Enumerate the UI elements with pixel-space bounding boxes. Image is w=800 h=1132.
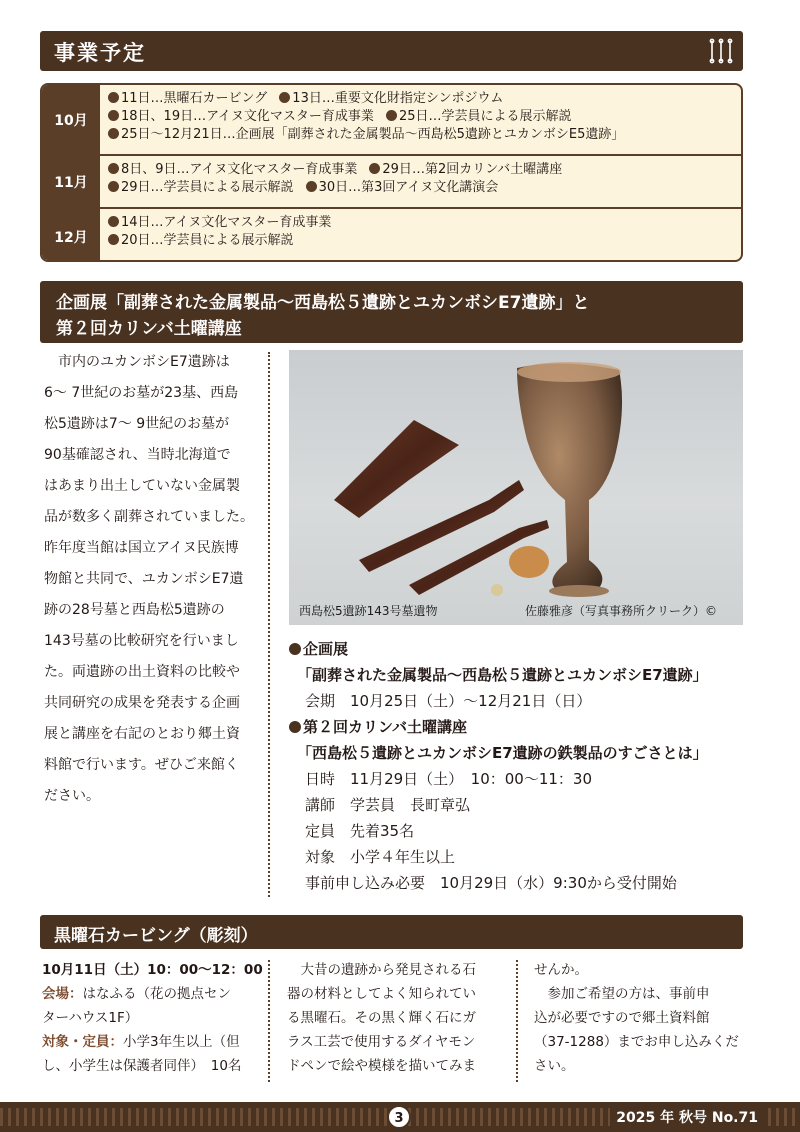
lecture-detail: 事前申し込み必要 10月29日（水）9:30から受付開始 — [305, 874, 677, 892]
event-date: 8日、9日 — [121, 162, 177, 177]
body-line: 143号墓の比較研究を行いまし — [44, 633, 239, 649]
page-number: 3 — [387, 1105, 411, 1129]
event-date: 11日 — [121, 91, 151, 106]
event-text: …アイヌ文化マスター育成事業 — [150, 215, 332, 230]
desc-line: る黒曜石。その黒く輝く石にガ — [287, 1010, 476, 1026]
body-line: 物館と共同で、ユカンボシE7遺 — [44, 571, 244, 587]
carving-application-column — [534, 958, 746, 1078]
lecture-detail: 講師 学芸員 長町章弘 — [305, 796, 471, 814]
exhibition-title-line2: 第２回カリンバ土曜講座 — [56, 319, 242, 339]
body-line: た。両遺跡の出土資料の比較や — [44, 664, 240, 680]
page-footer — [0, 1102, 800, 1132]
event-text: …第3回アイヌ文化講演会 — [348, 180, 499, 195]
event-date: 25日〜12月21日 — [121, 127, 223, 142]
desc-line: ラス工芸で使用するダイヤモン — [287, 1034, 476, 1050]
desc-line: 器の材料としてよく知られてい — [287, 986, 476, 1002]
exhibit-title: 「副葬された金属製品〜西島松５遺跡とユカンボシE7遺跡」 — [297, 666, 708, 684]
bullet-icon — [108, 163, 119, 174]
schedule-table — [40, 83, 743, 262]
schedule-row-november — [42, 156, 741, 209]
event-date: 13日 — [292, 91, 322, 106]
month-label: 10月 — [42, 85, 100, 154]
issue-label: 2025 年 秋号 No.71 — [610, 1106, 764, 1128]
body-line: 品が数多く副葬されていました。 — [44, 509, 254, 525]
target-text: 小学3年生以上（但 — [123, 1034, 240, 1050]
event-date: 29日 — [382, 162, 412, 177]
artifact-illustration — [289, 350, 743, 625]
schedule-title: 事業予定 — [54, 41, 146, 65]
body-line: 跡の28号墓と西島松5遺跡の — [44, 602, 225, 618]
desc-line: 参加ご希望の方は、事前申 — [534, 986, 710, 1002]
desc-line: 大昔の遺跡から発見される石 — [287, 962, 476, 978]
venue-text: はなふる（花の拠点セン — [82, 986, 231, 1002]
event-text: …第2回カリンバ土曜講座 — [411, 162, 563, 177]
bullet-icon — [289, 643, 301, 655]
schedule-header — [40, 31, 743, 71]
desc-line: せんか。 — [534, 962, 588, 978]
exhibition-header — [40, 281, 743, 343]
event-text: …学芸員による展示解説 — [150, 180, 294, 195]
body-line: 松5遺跡は7〜 9世紀のお墓が — [44, 416, 230, 432]
desc-line: （37-1288）までお申し込みくだ — [534, 1034, 739, 1050]
body-line: 6〜 7世紀のお墓が23基、西島 — [44, 385, 239, 401]
event-date: 18日、19日 — [121, 109, 194, 124]
carving-title: 黒曜石カービング（彫刻） — [54, 926, 258, 946]
body-line: 市内のユカンボシE7遺跡は — [44, 354, 230, 370]
lecture-detail: 定員 先着35名 — [305, 822, 415, 840]
photo-caption: 西島松5遺跡143号墓遺物 — [299, 604, 438, 618]
bullet-icon — [108, 181, 119, 192]
column-divider — [516, 960, 518, 1082]
bullet-icon — [386, 110, 397, 121]
event-date: 14日 — [121, 215, 151, 230]
bullet-icon — [108, 110, 119, 121]
target-line — [42, 1030, 260, 1054]
event-date: 25日 — [398, 109, 429, 124]
schedule-items — [108, 161, 562, 197]
venue-label: 会場： — [42, 986, 83, 1002]
body-line: ださい。 — [44, 788, 100, 804]
lecture-title: 「西島松５遺跡とユカンボシE7遺跡の鉄製品のすごさとは」 — [297, 744, 708, 762]
event-text: …学芸員による展示解説 — [428, 109, 572, 124]
event-date: 20日 — [121, 233, 151, 248]
artifact-photo — [289, 350, 743, 625]
carving-header — [40, 915, 743, 949]
month-label: 11月 — [42, 156, 100, 207]
body-line: 90基確認され、当時北海道で — [44, 447, 231, 463]
bullet-icon — [108, 216, 119, 227]
exhibition-body-text — [44, 347, 256, 812]
event-text: …企画展「副葬された金属製品〜西島松5遺跡とユカンボシE5遺跡」 — [222, 127, 625, 142]
body-line: 料館で行います。ぜひご来館く — [44, 757, 239, 773]
venue-text: ターハウス1F） — [42, 1010, 139, 1026]
bullet-icon — [369, 163, 380, 174]
bullet-icon — [108, 234, 119, 245]
column-divider — [268, 352, 270, 897]
event-text: …学芸員による展示解説 — [150, 233, 294, 248]
lecture-heading-text: 第２回カリンバ土曜講座 — [303, 718, 467, 736]
desc-line: 込が必要ですので郷土資料館 — [534, 1010, 710, 1026]
exhibition-title-line1: 企画展「副葬された金属製品〜西島松５遺跡とユカンボシE7遺跡」と — [56, 293, 590, 313]
bullet-icon — [306, 181, 317, 192]
body-line: はあまり出土していない金属製 — [44, 478, 240, 494]
column-divider — [268, 960, 270, 1082]
event-text: …重要文化財指定シンポジウム — [321, 91, 504, 106]
body-line: 昨年度当館は国立アイヌ民族博 — [44, 540, 239, 556]
schedule-row-december — [42, 209, 741, 262]
carving-info-column — [42, 958, 263, 1078]
event-text: …黒曜石カービング — [150, 91, 268, 106]
lecture-heading — [289, 716, 467, 737]
carving-date: 10月11日（土）10：00〜12：00 — [42, 962, 263, 978]
schedule-items — [108, 90, 624, 144]
target-label: 対象・定員： — [42, 1034, 123, 1050]
event-date: 30日 — [318, 180, 349, 195]
bullet-icon — [108, 128, 119, 139]
bullet-icon — [289, 721, 301, 733]
event-text: …アイヌ文化マスター育成事業 — [176, 162, 358, 177]
schedule-items — [108, 214, 331, 250]
exhibit-period: 会期 10月25日（土）〜12月21日（日） — [305, 692, 592, 710]
month-label: 12月 — [42, 209, 100, 262]
carving-description-column — [287, 958, 503, 1078]
body-line: 共同研究の成果を発表する企画 — [44, 695, 240, 711]
lecture-detail: 日時 11月29日（土） 10：00〜11：30 — [305, 770, 593, 788]
target-text: し、小学生は保護者同伴） 10名 — [42, 1058, 242, 1074]
desc-line: ドペンで絵や模様を描いてみま — [287, 1058, 476, 1074]
event-date: 29日 — [121, 180, 151, 195]
bullet-icon — [279, 92, 290, 103]
decorative-pattern-icon — [707, 38, 735, 64]
schedule-row-october — [42, 85, 741, 156]
bullet-icon — [108, 92, 119, 103]
desc-line: さい。 — [534, 1058, 575, 1074]
exhibit-heading — [289, 638, 348, 659]
body-line: 展と講座を右記のとおり郷土資 — [44, 726, 240, 742]
event-text: …アイヌ文化マスター育成事業 — [193, 109, 374, 124]
photo-credit: 佐藤雅彦（写真事務所クリーク）© — [525, 604, 718, 618]
exhibit-heading-text: 企画展 — [303, 640, 349, 658]
venue-line — [42, 982, 260, 1006]
lecture-detail: 対象 小学４年生以上 — [305, 848, 456, 866]
